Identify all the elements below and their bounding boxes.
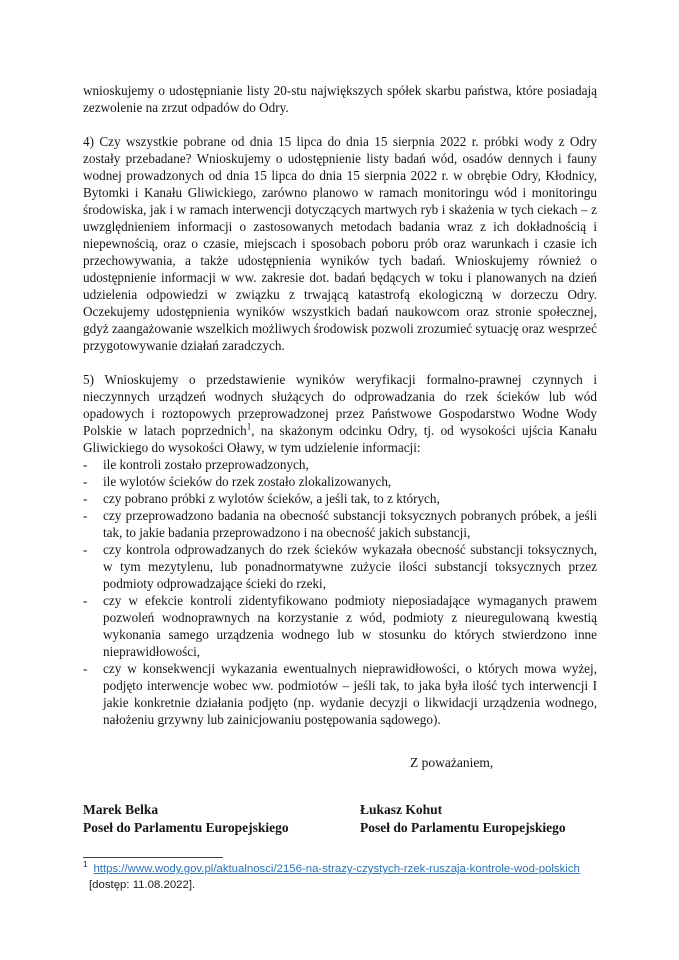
point-4-paragraph: 4) Czy wszystkie pobrane od dnia 15 lipca do dnia 15 sierpnia 2022 r. próbki wody z Odry zostały przebadane? Wnioskujemy o udostępnienie listy badań wód, osadów dennych i fauny wodnej prowadzonych od dnia 15 lipca do dnia 15 sierpnia 2022 r. w obrębie Odry, Kłodnicy, Bytomki i Kanału Gliwickiego, zarówno planowo w ramach monitoringu wód i monitoringu środowiska, jak i w ramach interwencji dotyczących martwych ryb i skażenia w tych ciekach – z uwzględnieniem informacji o zastosowanych metodach badania wraz z ich dokładnością i niepewnością, oraz o czasie, miejscach i sposobach poboru prób oraz warunkach i czasie ich przechowywania, a także udostępnienia wyników tych badań. Wnioskujemy również o udostępnienie informacji w ww. zakresie dot. badań będących w toku i planowanych na dzień udzielenia odpowiedzi w związku z trwającą katastrofą ekologiczną w dorzeczu Odry. Oczekujemy udostępnienia wyników wszystkich badań naukowcom oraz stronie społecznej, gdyż zaangażowanie wszelkich możliwych środowisk pozwoli zrozumieć sytuację oraz wesprzeć przygotowywanie działań zaradczych.: [83, 134, 597, 353]
signatory-title: Poseł do Parlamentu Europejskiego: [360, 819, 566, 835]
list-item-text: czy pobrano próbki z wylotów ścieków, a jeśli tak, to z których,: [103, 491, 440, 506]
signature-right: [360, 801, 597, 836]
signatory-title: Poseł do Parlamentu Europejskiego: [83, 819, 289, 835]
list-item-text: czy w konsekwencji wykazania ewentualnych nieprawidłowości, o których mowa wyżej, podjęto interwencje wobec ww. podmiotów – jeśli tak, to jaka była ilość tych interwencji I jakie konkretnie działania podjęto (np. wydanie decyzji o likwidacji urządzenia wodnego, nałożeniu grzywny lub zainicjowaniu postępowania sądowego).: [103, 661, 597, 727]
list-item: [83, 592, 597, 660]
list-item: [83, 456, 597, 473]
list-item: [83, 473, 597, 490]
point-5-text-before-ref: 5) Wnioskujemy o przedstawienie wyników weryfikacji formalno-prawnej czynnych i nieczynnych urządzeń wodnych służących do odprowadzania do rzek ścieków lub wód opadowych i roztopowych przeprowadzonej przez Państwowe Gospodarstwo Wodne Wody Polskie w latach poprzednich: [83, 372, 597, 438]
request-list: [83, 456, 597, 728]
signatory-name: Marek Belka: [83, 802, 159, 817]
list-item-text: czy kontrola odprowadzanych do rzek ścieków wykazała obecność substancji toksycznych, w tym mezytylenu, lub ponadnormatywne zużycie ilości substancji toksycznych przez podmioty odprowadzające ścieki do rzeki,: [103, 542, 597, 591]
closing-salutation: Z poważaniem,: [410, 755, 494, 770]
list-item-text: ile kontroli zostało przeprowadzonych,: [103, 457, 309, 472]
footnote-access-date: [dostęp: 11.08.2022].: [89, 878, 196, 891]
dash-bullet-icon: -: [83, 457, 88, 472]
footnote-separator: [83, 857, 223, 858]
footnote: [83, 862, 597, 893]
point-5-paragraph: [83, 371, 597, 456]
list-item: [83, 490, 597, 507]
signatory-name: Łukasz Kohut: [360, 802, 443, 817]
dash-bullet-icon: -: [83, 542, 88, 557]
dash-bullet-icon: -: [83, 661, 88, 676]
list-item: [83, 660, 597, 728]
footnote-area: [83, 857, 597, 893]
footnote-reference-mark: 1: [246, 421, 252, 432]
letter-body: [83, 82, 597, 893]
point-5-text-after-ref: , na skażonym odcinku Odry, tj. od wysokości ujścia Kanału Gliwickiego do wysokości Oławy, w tym udzielenie informacji:: [83, 423, 597, 455]
signature-block: [83, 801, 597, 836]
signature-left: [83, 801, 360, 836]
list-item: [83, 541, 597, 592]
list-item: [83, 507, 597, 541]
dash-bullet-icon: -: [83, 593, 88, 608]
intro-paragraph: wnioskujemy o udostępnianie listy 20-stu największych spółek skarbu państwa, które posiadają zezwolenie na zrzut odpadów do Odry.: [83, 83, 597, 115]
dash-bullet-icon: -: [83, 508, 88, 523]
list-item-text: czy przeprowadzono badania na obecność substancji toksycznych pobranych próbek, a jeśli tak, to jakie badania przeprowadzono i na obecność jakich substancji,: [103, 508, 597, 540]
dash-bullet-icon: -: [83, 474, 88, 489]
dash-bullet-icon: -: [83, 491, 88, 506]
footnote-link[interactable]: https://www.wody.gov.pl/aktualnosci/2156-na-strazy-czystych-rzek-ruszaja-kontrole-wod-polskich: [93, 863, 580, 875]
list-item-text: czy w efekcie kontroli zidentyfikowano podmioty nieposiadające wymaganych prawem pozwoleń wodnoprawnych na korzystanie z wód, podmioty z nieuregulowaną kwestią wykonania samego urządzenia wodnego lub w stosunku do których stwierdzono inne nieprawidłowości,: [103, 593, 597, 659]
list-item-text: ile wylotów ścieków do rzek zostało zlokalizowanych,: [103, 474, 392, 489]
footnote-marker: 1: [83, 860, 88, 870]
